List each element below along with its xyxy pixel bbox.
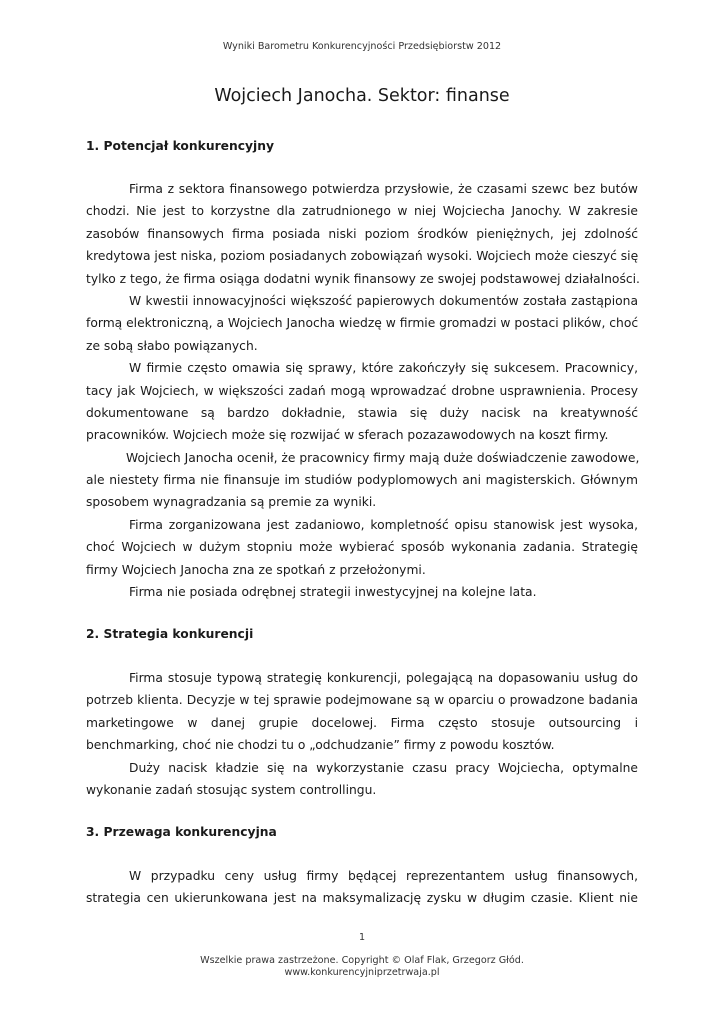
section-2-body xyxy=(86,667,638,801)
text-line: W kwestii innowacyjności większość papierowych dokumentów została zastąpiona xyxy=(129,293,638,308)
footer-copyright: Wszelkie prawa zastrzeżone. Copyright © Olaf Flak, Grzegorz Głód. xyxy=(200,955,524,966)
section-heading-strategia: 2. Strategia konkurencji xyxy=(86,627,254,641)
text-line: tylko z tego, że firma osiąga dodatni wynik finansowy ze swojej podstawowej działalności. xyxy=(86,271,640,286)
text-line: W firmie często omawia się sprawy, które zakończyły się sukcesem. Pracownicy, xyxy=(129,361,638,376)
text-line: Firma z sektora finansowego potwierdza przysłowie, że czasami szewc bez butów xyxy=(129,182,638,196)
text-line: strategia cen ukierunkowana jest na maksymalizację zysku w długim czasie. Klient nie xyxy=(86,891,638,906)
text-line: kredytowa jest niska, poziom posiadanych zobowiązań wysoki. Wojciech może cieszyć się xyxy=(86,249,639,264)
text-line: wykonanie zadań stosując system controllingu. xyxy=(86,782,377,797)
page-number: 1 xyxy=(358,932,366,943)
text-line: Firma nie posiada odrębnej strategii inwestycyjnej na kolejne lata. xyxy=(129,585,537,600)
text-line: pracowników. Wojciech może się rozwijać w sferach pozazawodowych na koszt firmy. xyxy=(86,428,609,443)
text-line: W przypadku ceny usług firmy będącej reprezentantem usług finansowych, xyxy=(129,869,638,883)
text-line: sposobem wynagradzania są premie za wyniki. xyxy=(86,495,377,510)
text-line: ze sobą słabo powiązanych. xyxy=(86,338,258,353)
running-header: Wyniki Barometru Konkurencyjności Przedsiębiorstw 2012 xyxy=(222,41,502,52)
page-footer xyxy=(0,955,724,979)
text-line: tacy jak Wojciech, w większości zadań mogą wprowadzać drobne usprawnienia. Procesy xyxy=(86,383,638,398)
text-line: chodzi. Nie jest to korzystne dla zatrudnionego w niej Wojciecha Janochy. W zakresie xyxy=(86,204,638,219)
text-line: Firma zorganizowana jest zadaniowo, kompletność opisu stanowisk jest wysoka, xyxy=(129,517,638,532)
document-title: Wojciech Janocha. Sektor: finanse xyxy=(214,86,510,106)
text-line: Firma stosuje typową strategię konkurencji, polegającą na dopasowaniu usług do xyxy=(129,671,638,685)
text-line: firmy Wojciech Janocha zna ze spotkań z przełożonymi. xyxy=(86,562,426,577)
section-heading-przewaga: 3. Przewaga konkurencyjna xyxy=(86,825,277,839)
footer-website: www.konkurencyjniprzetrwaja.pl xyxy=(284,967,440,978)
text-line: formą elektroniczną, a Wojciech Janocha wiedzę w firmie gromadzi w postaci plików, choć xyxy=(86,316,639,331)
text-line: potrzeb klienta. Decyzje w tej sprawie podejmowane są w oparciu o prowadzone badania xyxy=(86,693,638,708)
section-heading-potencjal: 1. Potencjał konkurencyjny xyxy=(86,139,275,153)
text-line: Wojciech Janocha ocenił, że pracownicy firmy mają duże doświadczenie zawodowe, xyxy=(126,450,640,465)
text-line: choć Wojciech w dużym stopniu może wybierać sposób wykonania zadania. Strategię xyxy=(86,540,638,555)
text-line: ale niestety firma nie finansuje im studiów podyplomowych ani magisterskich. Głównym xyxy=(86,473,638,488)
section-1-body xyxy=(86,178,638,603)
text-line: benchmarking, choć nie chodzi tu o „odchudzanie” firmy z powodu kosztów. xyxy=(86,738,555,753)
text-line: dokumentowane są bardzo dokładnie, stawia się duży nacisk na kreatywność xyxy=(86,405,638,420)
text-line: marketingowe w danej grupie docelowej. Firma często stosuje outsourcing i xyxy=(86,715,638,730)
text-line: zasobów finansowych firma posiada niski poziom środków pieniężnych, jej zdolność xyxy=(86,226,638,241)
text-line: Duży nacisk kładzie się na wykorzystanie czasu pracy Wojciecha, optymalne xyxy=(129,760,638,775)
section-3-body xyxy=(86,865,638,910)
